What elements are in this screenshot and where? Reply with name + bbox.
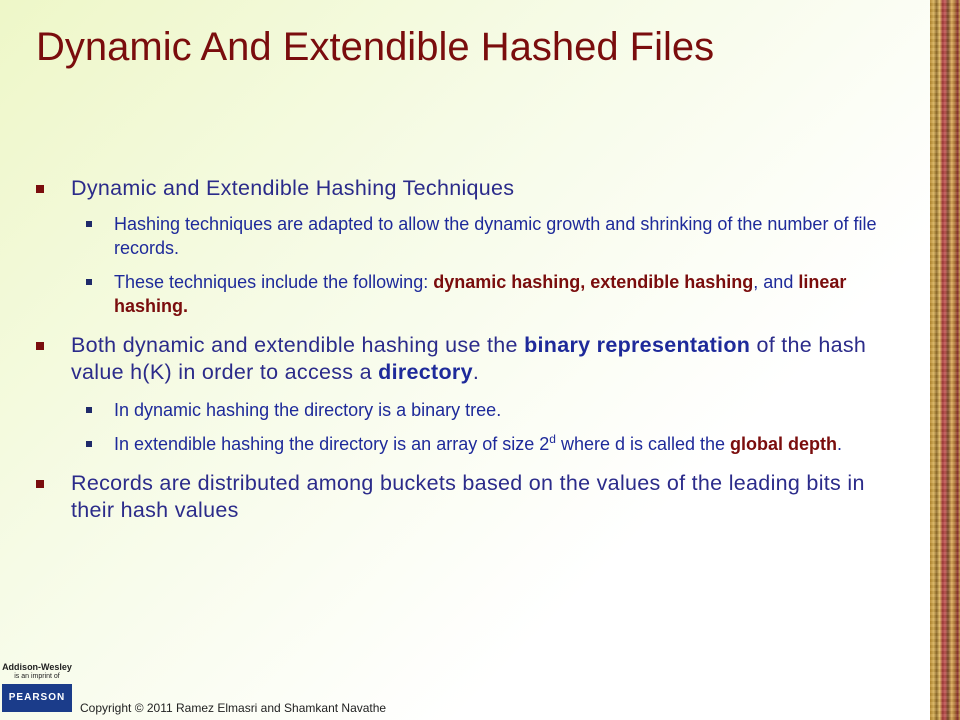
- slide-title: Dynamic And Extendible Hashed Files: [36, 25, 715, 69]
- slide-body: [36, 175, 896, 524]
- term-global-depth: global depth: [730, 434, 838, 454]
- bullet-square-icon: [86, 221, 92, 227]
- bullet-square-icon: [36, 480, 44, 488]
- term-linear-hashing: linear hashing.: [114, 272, 847, 316]
- term-directory: directory: [378, 360, 473, 384]
- sub-bullet-2-2: In extendible hashing the directory is an array of size 2$^d$ where d is called the global depth.: [36, 432, 896, 456]
- bullet-square-icon: [86, 441, 92, 447]
- term-extendible-hashing: extendible hashing: [590, 272, 754, 292]
- sub-bullet-1-2: These techniques include the following: dynamic hashing, extendible hashing, and linear hashing.: [36, 270, 896, 318]
- bullet-square-icon: [86, 407, 92, 413]
- bullet-square-icon: [36, 342, 44, 350]
- term-binary-representation: binary representation: [524, 333, 751, 357]
- bullet-2: Both dynamic and extendible hashing use the binary representation of the hash value h(K) in order to access a directory.: [36, 332, 896, 386]
- bullet-3: Records are distributed among buckets based on the values of the leading bits in their hash values: [36, 470, 896, 524]
- pearson-logo: PEARSON: [2, 684, 72, 712]
- sub-bullet-2-1: In dynamic hashing the directory is a binary tree.: [36, 398, 896, 422]
- sub-bullet-1-1-text: Hashing techniques are adapted to allow the dynamic growth and shrinking of the number of file records.: [114, 214, 877, 258]
- bullet-square-icon: [86, 279, 92, 285]
- decorative-side-stripe: [930, 0, 960, 720]
- copyright-text: Copyright © 2011 Ramez Elmasri and Shamkant Navathe: [80, 701, 387, 715]
- bullet-1-text: Dynamic and Extendible Hashing Techniques: [71, 176, 515, 200]
- bullet-1: [36, 175, 896, 202]
- publisher-logo: Addison-Wesley is an imprint of PEARSON: [2, 662, 72, 712]
- term-dynamic-hashing: dynamic hashing,: [433, 272, 586, 292]
- sub-bullet-1-1: [36, 212, 896, 260]
- bullet-square-icon: [36, 185, 44, 193]
